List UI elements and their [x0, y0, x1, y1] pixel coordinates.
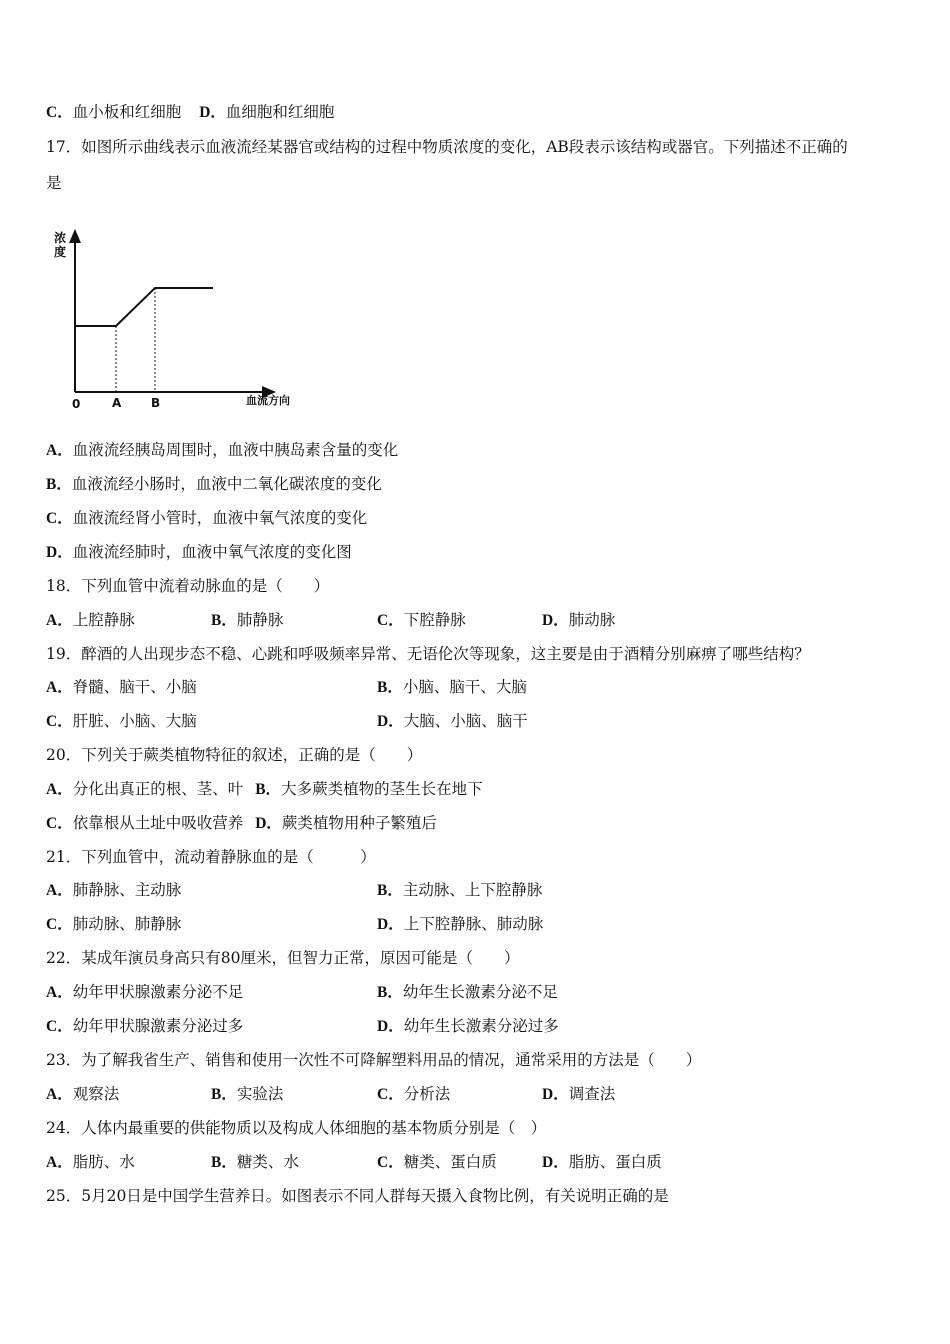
q17-stem: 17．如图所示曲线表示血液流经某器官或结构的过程中物质浓度的变化，AB段表示该结构或器官。下列描述不正确的: [46, 138, 848, 156]
option-text: 上腔静脉: [72, 611, 135, 629]
q21-stem: 21．下列血管中，流动着静脉血的是（ ）: [46, 848, 376, 866]
q21-option-d: [377, 914, 543, 935]
option-label: B．: [211, 1086, 237, 1103]
option-text: 血液流经胰岛周围时，血液中胰岛素含量的变化: [72, 441, 399, 459]
q21-option-a: [46, 880, 181, 901]
option-text: 血液流经小肠时，血液中二氧化碳浓度的变化: [71, 475, 382, 493]
option-text: 蕨类植物用种子繁殖后: [281, 814, 437, 832]
q20-stem: 20．下列关于蕨类植物特征的叙述，正确的是（ ）: [46, 746, 423, 764]
q23-option-c: [377, 1084, 450, 1105]
option-label: A．: [46, 1086, 73, 1103]
option-label: A．: [46, 882, 73, 899]
option-text: 依靠根从土址中吸收营养: [72, 814, 244, 832]
q18-option-d: [542, 610, 615, 631]
q18-option-b: [211, 610, 283, 631]
q17-option-a: [46, 440, 398, 461]
option-text: 观察法: [72, 1085, 120, 1103]
option-text: 大脑、小脑、脑干: [403, 712, 528, 730]
option-label: A．: [46, 442, 73, 459]
q22-option-b: [377, 982, 558, 1003]
q18-option-c: [377, 610, 466, 631]
option-text: 主动脉、上下腔静脉: [402, 881, 543, 899]
option-text: 实验法: [236, 1085, 284, 1103]
option-text: 脊髓、脑干、小脑: [72, 678, 197, 696]
option-label: C．: [46, 510, 73, 527]
option-label: C．: [377, 1086, 404, 1103]
option-label: D．: [377, 916, 404, 933]
q19-option-d: [377, 711, 528, 732]
option-text: 分化出真正的根、茎、叶: [72, 780, 244, 798]
q25-stem: 25．5月20日是中国学生营养日。如图表示不同人群每天摄入食物比例，有关说明正确的是: [46, 1187, 669, 1205]
option-text: 肺静脉: [236, 611, 284, 629]
option-label: D．: [199, 104, 226, 121]
q24-option-d: [542, 1152, 662, 1173]
q23-stem: 23．为了解我省生产、销售和使用一次性不可降解塑料用品的情况，通常采用的方法是（ ）: [46, 1051, 702, 1069]
option-label: A．: [46, 679, 73, 696]
option-text: 糖类、水: [236, 1153, 299, 1171]
option-label: C．: [46, 815, 73, 832]
q18-option-a: [46, 610, 135, 631]
q21-option-b: [377, 880, 542, 901]
option-text: 血细胞和红细胞: [225, 103, 335, 121]
option-label: D．: [542, 612, 569, 629]
q17-stem-cont: 是: [46, 174, 62, 192]
option-text: 血液流经肾小管时，血液中氧气浓度的变化: [72, 509, 368, 527]
option-text: 下腔静脉: [403, 611, 466, 629]
option-text: 分析法: [403, 1085, 451, 1103]
q23-option-b: [211, 1084, 283, 1105]
option-label: D．: [542, 1154, 569, 1171]
q21-option-c: [46, 914, 181, 935]
q17-option-c: [46, 508, 367, 529]
option-text: 幼年生长激素分泌过多: [403, 1017, 559, 1035]
q17-option-d: [46, 542, 352, 563]
q19-stem: 19．醉酒的人出现步态不稳、心跳和呼吸频率异常、无语伦次等现象，这主要是由于酒精分别麻痹了哪些结构？: [46, 645, 810, 663]
x-axis-label: 血流方向: [246, 394, 290, 407]
option-label: A．: [46, 781, 73, 798]
q20-options-row-2: [46, 813, 437, 834]
option-text: 调查法: [568, 1085, 616, 1103]
option-text: 肺动脉: [568, 611, 616, 629]
tick-label-b: B: [151, 396, 161, 410]
option-text: 脂肪、水: [72, 1153, 135, 1171]
option-text: 幼年生长激素分泌不足: [402, 983, 558, 1001]
option-text: 大多蕨类植物的茎生长在地下: [281, 780, 483, 798]
option-label: D．: [46, 544, 73, 561]
q23-option-d: [542, 1084, 615, 1105]
option-text: 脂肪、蛋白质: [568, 1153, 662, 1171]
option-label: A．: [46, 984, 73, 1001]
concentration-curve: [75, 288, 213, 326]
q17-option-b: [46, 474, 382, 495]
option-text: 肺动脉、肺静脉: [72, 915, 182, 933]
option-text: 幼年甲状腺激素分泌不足: [72, 983, 244, 1001]
option-text: 上下腔静脉、肺动脉: [403, 915, 544, 933]
q19-option-c: [46, 711, 197, 732]
option-label: B．: [377, 679, 403, 696]
q23-option-a: [46, 1084, 119, 1105]
option-text: 幼年甲状腺激素分泌过多: [72, 1017, 244, 1035]
option-label: C．: [46, 713, 73, 730]
option-label: A．: [46, 1154, 73, 1171]
option-label: D．: [377, 1018, 404, 1035]
option-text: 小脑、脑干、大脑: [402, 678, 527, 696]
q22-option-d: [377, 1016, 559, 1037]
option-text: 血小板和红细胞: [72, 103, 182, 121]
option-label: D．: [377, 713, 404, 730]
y-axis-label-2: 度: [54, 245, 67, 259]
q22-option-c: [46, 1016, 243, 1037]
tick-label-a: A: [112, 396, 122, 410]
option-label: B．: [377, 984, 403, 1001]
option-label: C．: [377, 612, 404, 629]
option-text: 糖类、蛋白质: [403, 1153, 497, 1171]
q19-option-a: [46, 677, 197, 698]
y-axis-label-1: 浓: [54, 231, 67, 245]
option-text: 肺静脉、主动脉: [72, 881, 182, 899]
option-label: B．: [211, 1154, 237, 1171]
option-label: C．: [46, 1018, 73, 1035]
option-label: C．: [46, 916, 73, 933]
option-label: C．: [377, 1154, 404, 1171]
q19-option-b: [377, 677, 527, 698]
q20-options-row-1: [46, 779, 483, 800]
q24-option-c: [377, 1152, 497, 1173]
option-text: 肝脏、小脑、大脑: [72, 712, 197, 730]
option-label: A．: [46, 612, 73, 629]
option-label: D．: [255, 815, 282, 832]
q24-option-a: [46, 1152, 135, 1173]
q17-concentration-chart: [46, 226, 316, 416]
q24-option-b: [211, 1152, 299, 1173]
q18-stem: 18．下列血管中流着动脉血的是（ ）: [46, 577, 330, 595]
option-label: C．: [46, 104, 73, 121]
origin-label: 0: [72, 397, 81, 411]
q24-stem: 24．人体内最重要的供能物质以及构成人体细胞的基本物质分别是（ ）: [46, 1119, 547, 1137]
option-label: B．: [255, 781, 282, 798]
option-text: 血液流经肺时，血液中氧气浓度的变化图: [72, 543, 352, 561]
option-label: B．: [46, 476, 72, 493]
option-label: B．: [377, 882, 403, 899]
q22-stem: 22．某成年演员身高只有80厘米，但智力正常，原因可能是（ ）: [46, 949, 520, 967]
q16-options-row: [46, 102, 334, 123]
q22-option-a: [46, 982, 243, 1003]
option-label: D．: [542, 1086, 569, 1103]
option-label: B．: [211, 612, 237, 629]
